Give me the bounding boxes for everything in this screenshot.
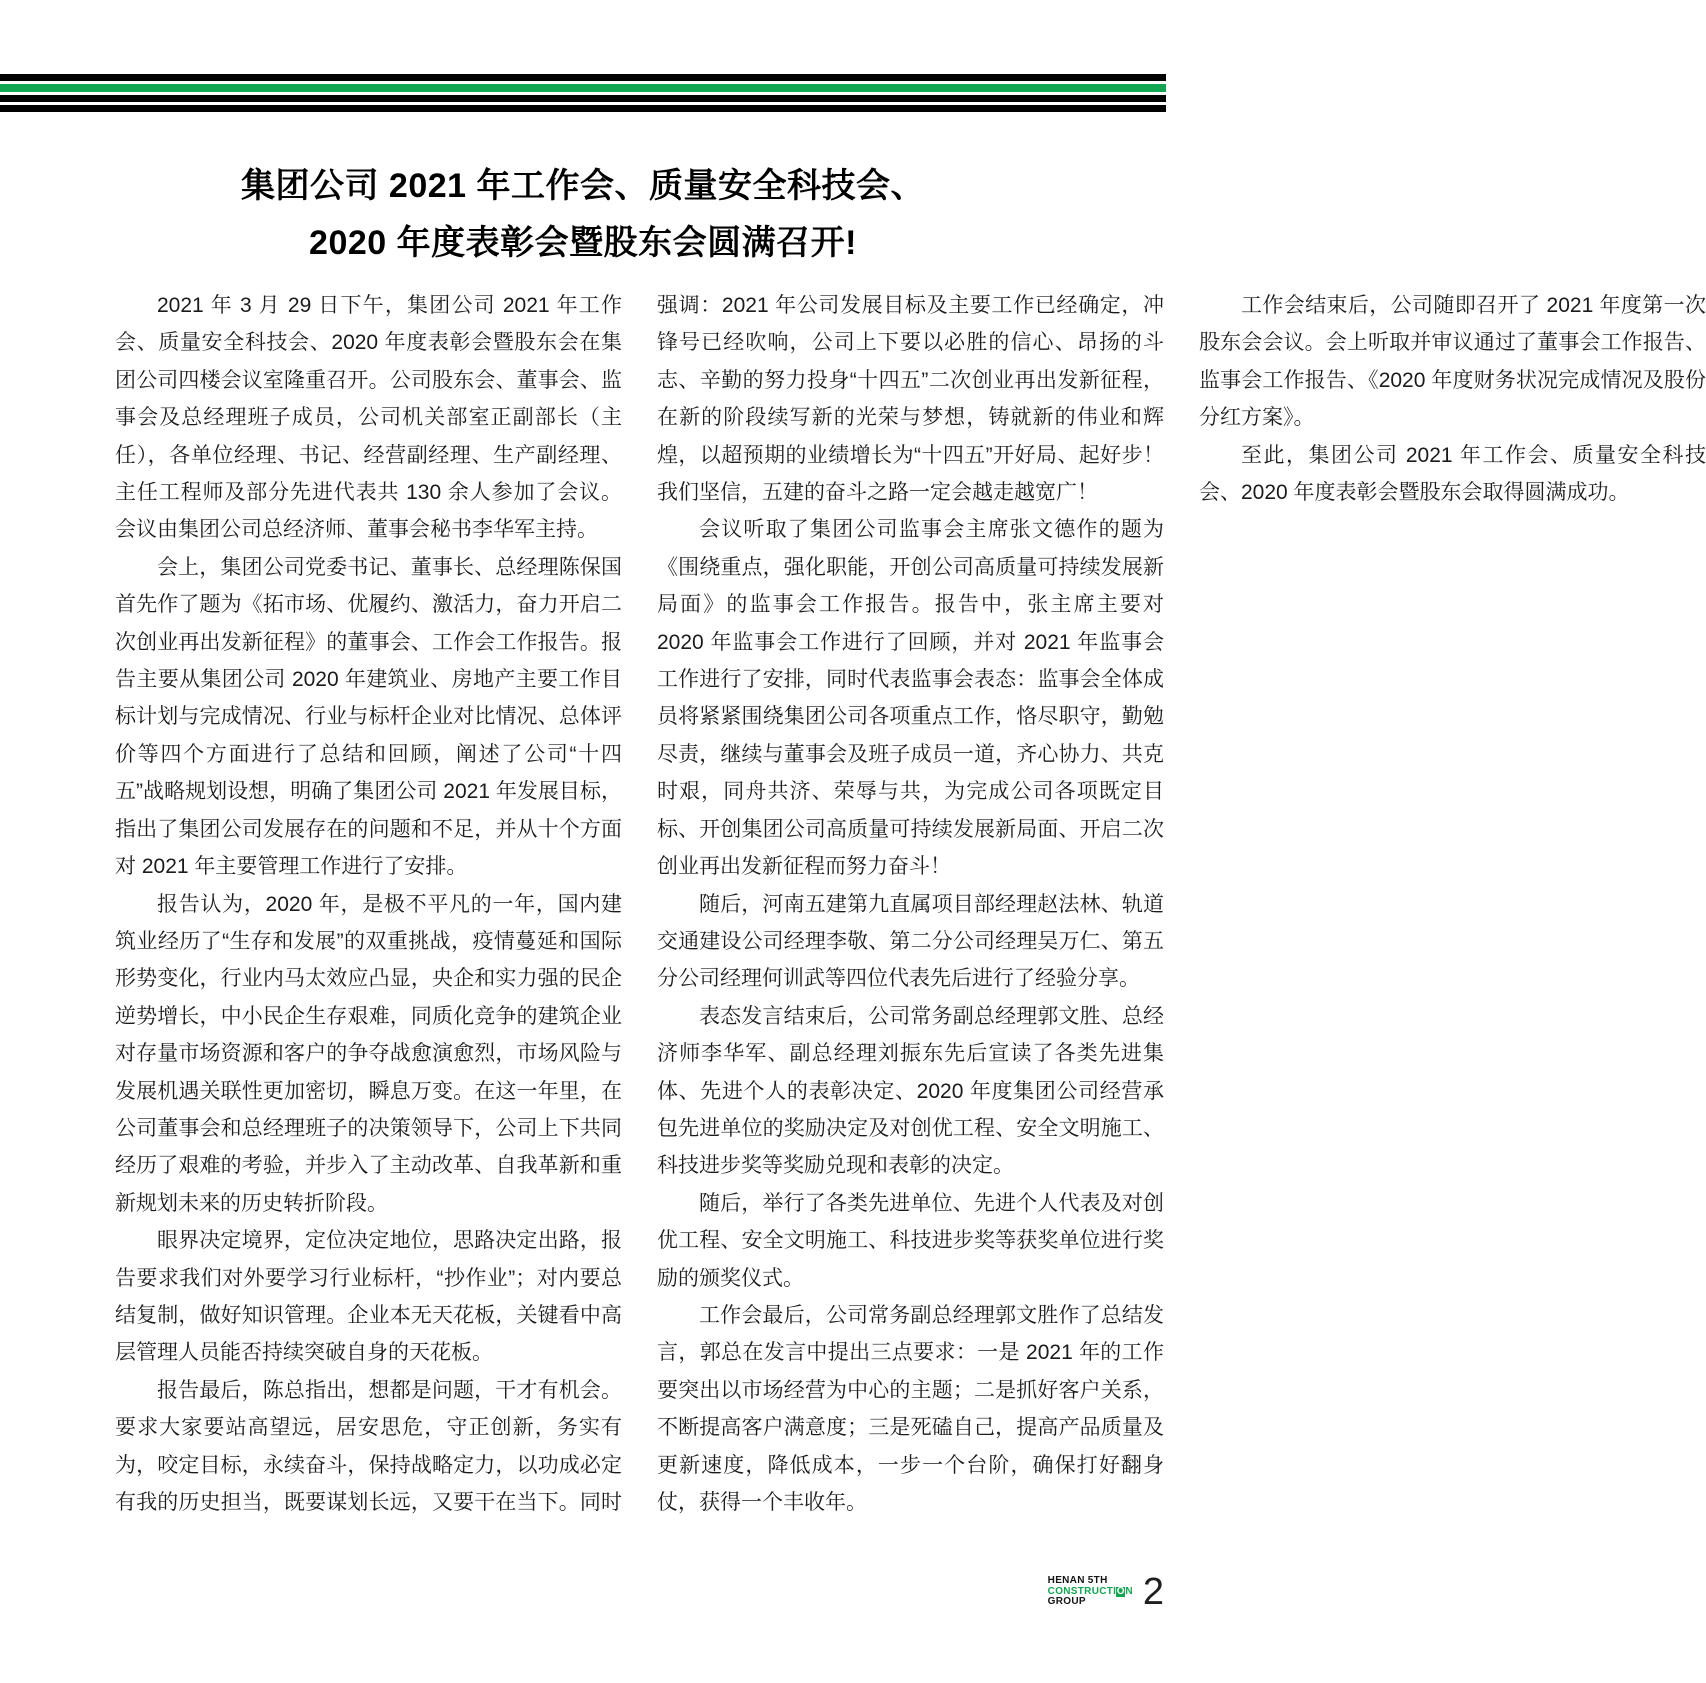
logo-line2-pre: CONSTRUCTI <box>1047 1585 1117 1597</box>
article-title-line2: 2020 年度表彰会暨股东会圆满召开! <box>309 224 857 262</box>
paragraph: 工作会结束后，公司随即召开了 2021 年度第一次股东会会议。会上听取并审议通过了董事会工作报告、监事会工作报告、《2020 年度财务状况完成情况及股份分红方案》。 <box>1199 294 1706 430</box>
paragraph: 会上，集团公司党委书记、董事长、总经理陈保国首先作了题为《拓市场、优履约、激活力，奋力开启二次创业再出发新征程》的董事会、工作会工作报告。报告主要从集团公司 2020 年建筑业、房地产主要工作目标计划与完成情况、行业与标杆企业对比情况、总体评价等四个方面进行了总结和回顾，阐述了公司“十四五”战略规划设想，明确了集团公司 2021 年发展目标，指出了集团公司发展存在的问题和不足，并从十个方面对 2021 年主要管理工作进行了安排。 <box>115 555 622 879</box>
header-stripes <box>0 74 1166 112</box>
paragraph: 工作会最后，公司常务副总经理郭文胜作了总结发言，郭总在发言中提出三点要求：一是 2021 年的工作要突出以市场经营为中心的主题；二是抓好客户关系，不断提高客户满意度；三是死磕自己，提高产品质量及更新速度，降低成本，一步一个台阶，确保打好翻身仗，获得一个丰收年。 <box>657 1303 1164 1514</box>
page-number: 2 <box>1142 1571 1164 1613</box>
logo-line1: HENAN 5TH <box>1047 1575 1108 1586</box>
page-footer <box>1047 1571 1164 1613</box>
paragraph: 2021 年 3 月 29 日下午，集团公司 2021 年工作会、质量安全科技会、2020 年度表彰会暨股东会在集团公司四楼会议室隆重召开。公司股东会、董事会、监事会及总经理班子成员，公司机关部室正副部长（主任），各单位经理、书记、经营副经理、生产副经理、主任工程师及部分先进代表共 130 余人参加了会议。会议由集团公司总经济师、董事会秘书李华军主持。 <box>115 294 622 542</box>
logo-line3: GROUP <box>1047 1596 1086 1607</box>
company-logo <box>1048 1576 1133 1608</box>
paragraph: 报告最后，陈总指出，想都是问题，干才有机会。要求大家要站高望远，居安思危，守正创新，务实有为，咬定目标，永续奋斗，保持战略定力，以功成必定有我的历史担当，既要谋划长远，又要干在当下。同时强调：2021 年公司发展目标及主要工作已经确定，冲锋号已经吹响，公司上下要以必胜的信心、昂扬的斗志、辛勤的努力投身“十四五”二次创业再出发新征程，在新的阶段续写新的光荣与梦想，铸就新的伟业和辉煌，以超预期的业绩增长为“十四五”开好局、起好步！我们坚信，五建的奋斗之路一定会越走越宽广！ <box>115 294 1164 1514</box>
paragraph: 会议听取了集团公司监事会主席张文德作的题为《围绕重点，强化职能，开创公司高质量可持续发展新局面》的监事会工作报告。报告中，张主席主要对 2020 年监事会工作进行了回顾，并对 2021 年监事会工作进行了安排，同时代表监事会表态：监事会全体成员将紧紧围绕集团公司各项重点工作，恪尽职守，勤勉尽责，继续与董事会及班子成员一道，齐心协力、共克时艰，同舟共济、荣辱与共，为完成公司各项既定目标、开创集团公司高质量可持续发展新局面、开启二次创业再出发新征程而努力奋斗！ <box>657 518 1164 879</box>
logo-line2-post: N <box>1125 1585 1133 1597</box>
article-body <box>115 287 1706 1535</box>
stripe-black-top <box>0 74 1166 81</box>
paragraph: 报告认为，2020 年，是极不平凡的一年，国内建筑业经历了“生存和发展”的双重挑战，疫情蔓延和国际形势变化，行业内马太效应凸显，央企和实力强的民企逆势增长，中小民企生存艰难，同质化竞争的建筑企业对存量市场资源和客户的争夺战愈演愈烈，市场风险与发展机遇关联性更加密切，瞬息万变。在这一年里，在公司董事会和总经理班子的决策领导下，公司上下共同经历了艰难的考验，并步入了主动改革、自我革新和重新规划未来的历史转折阶段。 <box>115 892 622 1215</box>
paragraph: 眼界决定境界，定位决定地位，思路决定出路，报告要求我们对外要学习行业标杆，“抄作业”；对内要总结复制，做好知识管理。企业本无天花板，关键看中高层管理人员能否持续突破自身的天花板。 <box>115 1229 622 1365</box>
paragraph: 表态发言结束后，公司常务副总经理郭文胜、总经济师李华军、副总经理刘振东先后宣读了各类先进集体、先进个人的表彰决定、2020 年度集团公司经营承包先进单位的奖励决定及对创优工程、安全文明施工、科技进步奖等奖励兑现和表彰的决定。 <box>657 1004 1164 1178</box>
stripe-black-middle <box>0 95 1166 102</box>
paragraph: 随后，河南五建第九直属项目部经理赵法林、轨道交通建设公司经理李敬、第二分公司经理吴万仁、第五分公司经理何训武等四位代表先后进行了经验分享。 <box>657 892 1164 991</box>
stripe-black-bottom <box>0 105 1166 112</box>
stripe-green <box>0 84 1166 92</box>
article-title <box>0 158 1166 272</box>
logo-o-mark: O <box>1116 1585 1125 1597</box>
paragraph: 随后，举行了各类先进单位、先进个人代表及对创优工程、安全文明施工、科技进步奖等获奖单位进行奖励的颁奖仪式。 <box>657 1191 1164 1290</box>
paragraph: 至此，集团公司 2021 年工作会、质量安全科技会、2020 年度表彰会暨股东会取得圆满成功。 <box>1199 443 1706 505</box>
article-title-line1: 集团公司 2021 年工作会、质量安全科技会、 <box>240 167 926 205</box>
